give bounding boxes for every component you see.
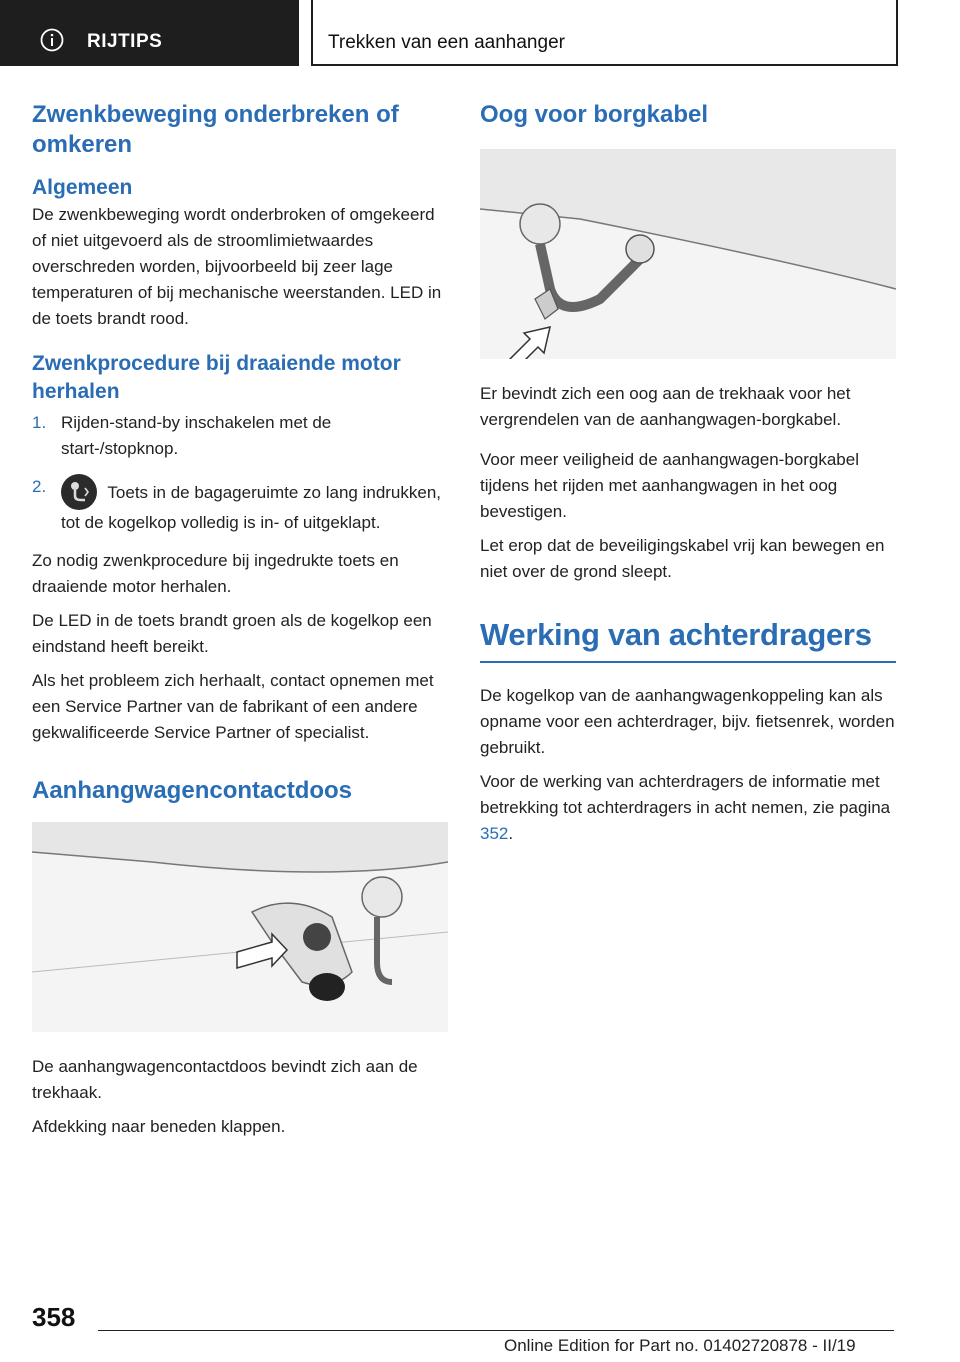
paragraph-eye-location: Er bevindt zich een oog aan de trekhaak voor het vergrendelen van de aanhangwagen-borgkabel. (480, 384, 851, 429)
paragraph-carrier-usage: De kogelkop van de aanhangwagenkoppeling kan als opname voor een achterdrager, bijv. fietsenrek, worden gebruikt. (480, 686, 895, 757)
paragraph-led-green: De LED in de toets brandt groen als de kogelkop een eindstand heeft bereikt. (32, 611, 432, 656)
chapter-title: Trekken van een aanhanger (328, 32, 565, 53)
section-header (0, 0, 299, 66)
steps-list (32, 410, 448, 536)
chapter-header (311, 0, 898, 66)
heading-interrupt-swivel: Zwenkbeweging onderbreken of omkeren (32, 101, 399, 158)
info-icon (40, 28, 64, 52)
footer-divider (98, 1330, 894, 1331)
heading-repeat-swivel: Zwenkprocedure bij draaiende motor herhalen (32, 352, 401, 403)
socket-illustration (32, 822, 448, 1032)
towbar-button-icon (61, 474, 97, 510)
safety-eye-illustration (480, 149, 896, 359)
left-column (32, 100, 448, 1140)
step-number: 2. (32, 477, 47, 496)
step-text: Toets in de bagageruimte zo lang indrukken, tot de kogelkop volledig is in- of uitgeklapt. (61, 483, 442, 532)
list-item (32, 474, 448, 536)
paragraph-eye-cable: Let erop dat de beveiligingskabel vrij kan bewegen en niet over de grond sleept. (480, 536, 885, 581)
page-reference-link[interactable]: 352 (480, 824, 509, 843)
heading-general: Algemeen (32, 176, 133, 199)
paragraph-service: Als het probleem zich herhaalt, contact opnemen met een Service Partner van de fabrikant of een andere gekwalificeerde Service Partner of specialist. (32, 671, 434, 742)
paragraph-eye-safety: Voor meer veiligheid de aanhangwagen-borgkabel tijdens het rijden met aanhangwagen in het oog bevestigen. (480, 450, 859, 521)
step-text: Rijden-stand-by inschakelen met de start-/stopknop. (61, 413, 332, 458)
paragraph-repeat: Zo nodig zwenkprocedure bij ingedrukte toets en draaiende motor herhalen. (32, 551, 399, 596)
edition-text: Online Edition for Part no. 01402720878 - II/19 (504, 1336, 856, 1355)
page-number: 358 (32, 1302, 76, 1332)
paragraph-carrier-info: Voor de werking van achterdragers de informatie met betrekking tot achterdragers in acht nemen, zie pagina 352. (480, 772, 891, 843)
heading-socket: Aanhangwagencontactdoos (32, 777, 353, 804)
paragraph-socket-location: De aanhangwagencontactdoos bevindt zich aan de trekhaak. (32, 1057, 418, 1102)
heading-rear-carriers: Werking van achterdragers (480, 615, 896, 663)
list-item (32, 410, 448, 462)
paragraph-general: De zwenkbeweging wordt onderbroken of omgekeerd of niet uitgevoerd als de stroomlimietwaardes overschreden worden, bijvoorbeeld bij zeer lage temperaturen of bij mechanische weerstanden. LED in de toets brandt rood. (32, 205, 442, 328)
heading-safety-eye: Oog voor borgkabel (480, 101, 709, 128)
paragraph-socket-cover: Afdekking naar beneden klappen. (32, 1117, 286, 1136)
section-title: RIJTIPS (87, 31, 163, 52)
step-number: 1. (32, 413, 47, 432)
right-column (480, 100, 896, 847)
